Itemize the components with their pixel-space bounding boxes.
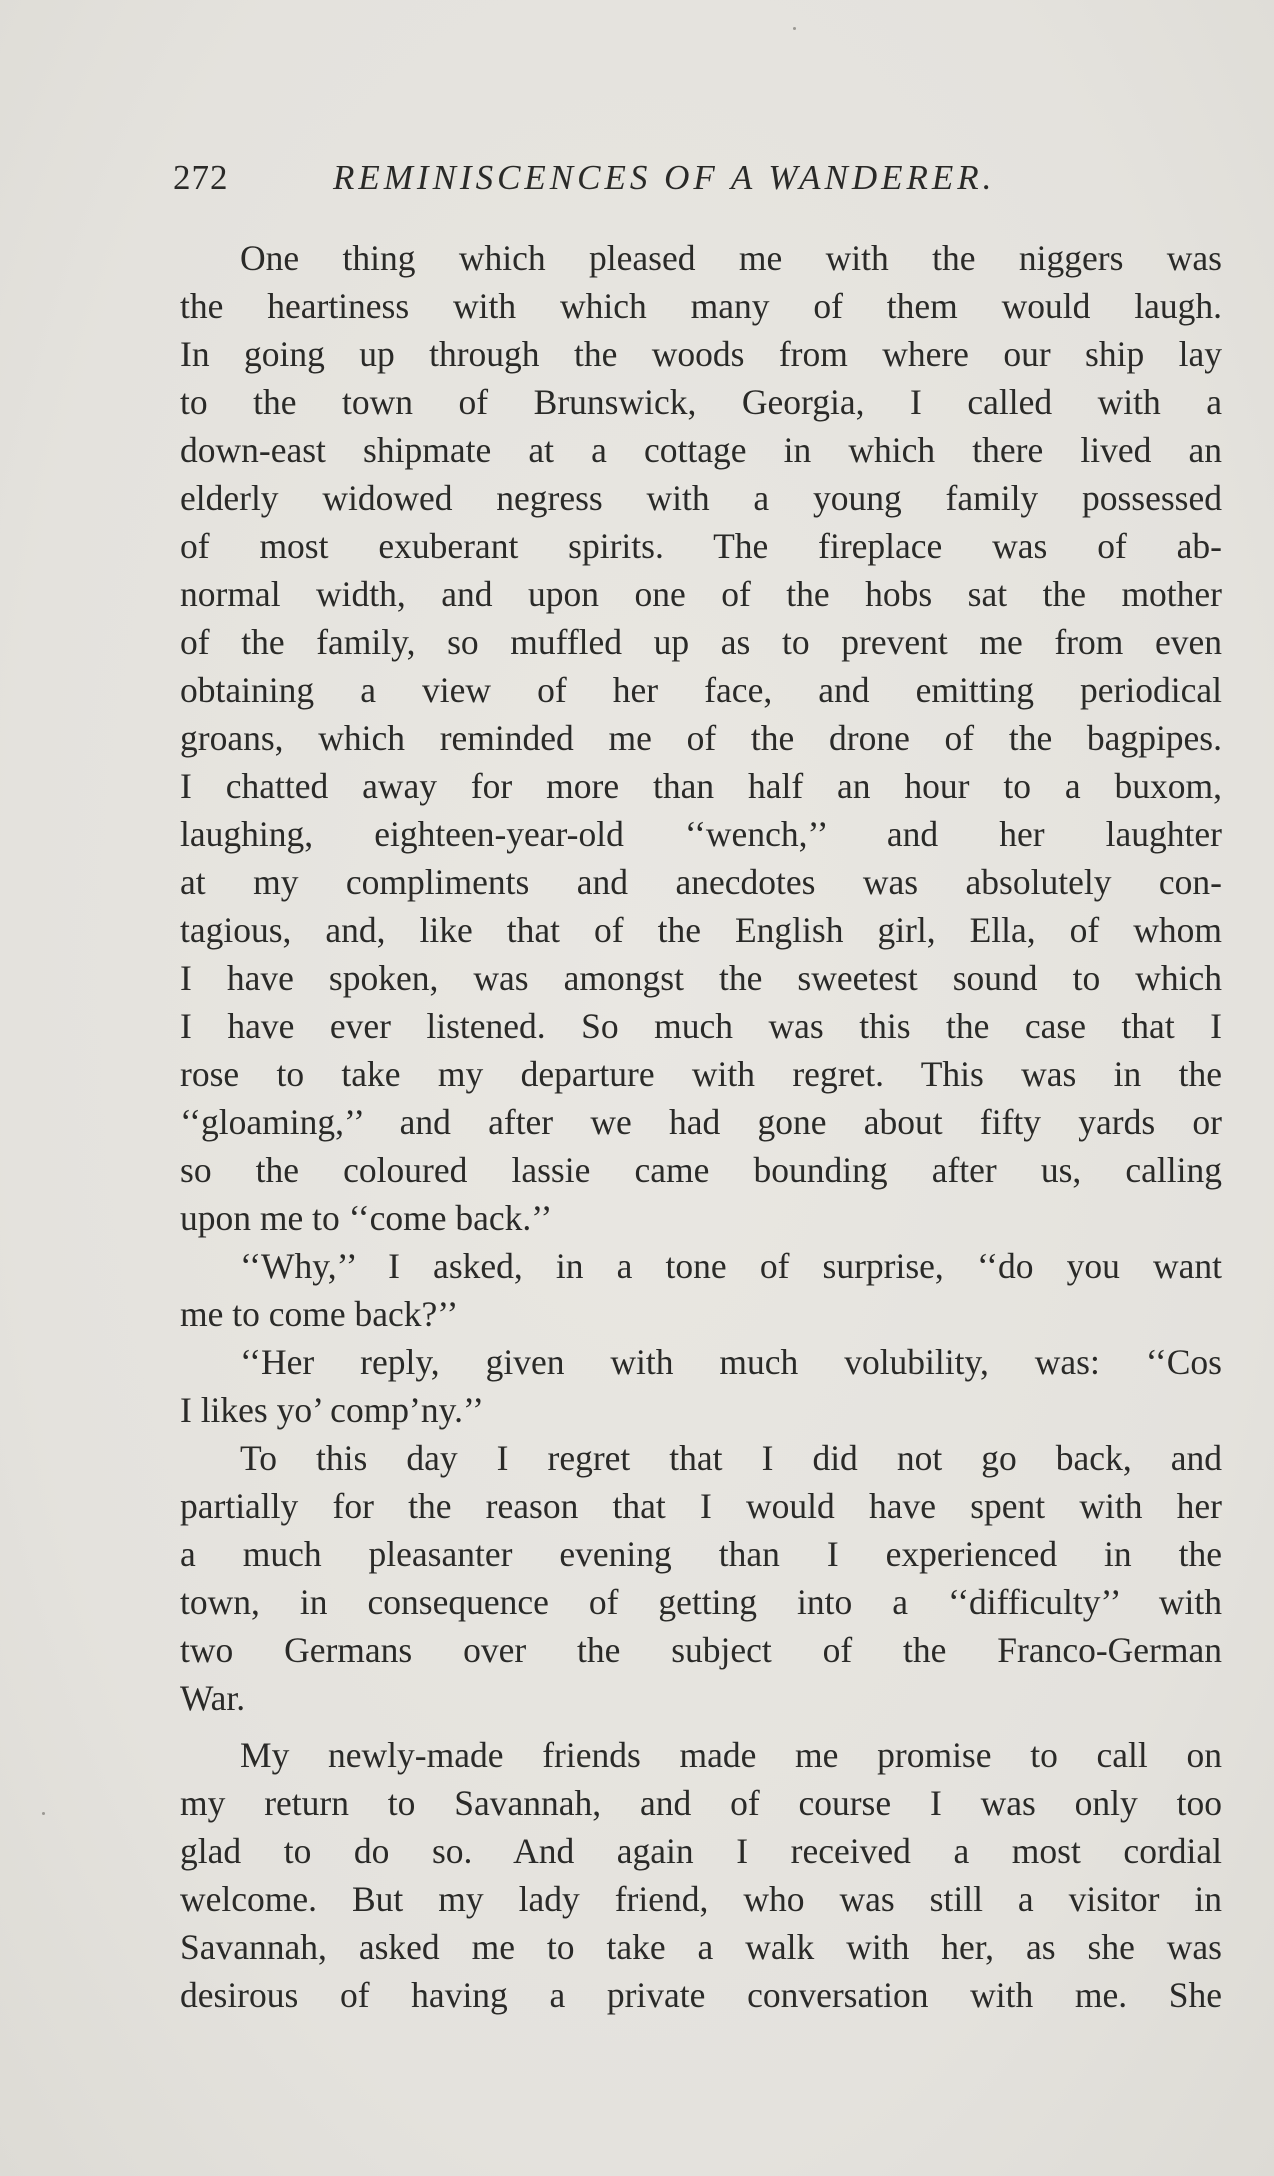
text-line: I have ever listened. So much was this the case that I	[180, 1006, 1222, 1046]
text-line: elderly widowed negress with a young family possessed	[180, 478, 1222, 518]
paragraph	[180, 1434, 1222, 1722]
text-line: two Germans over the subject of the Franco-German	[180, 1630, 1222, 1670]
paper-speck	[42, 1812, 45, 1815]
text-line: War.	[180, 1678, 246, 1718]
text-line: I have spoken, was amongst the sweetest sound to which	[180, 958, 1222, 998]
text-line: the heartiness with which many of them would laugh.	[180, 286, 1222, 326]
text-line: ‘‘gloaming,’’ and after we had gone about fifty yards or	[180, 1102, 1222, 1142]
paragraph-gap	[180, 1722, 1222, 1731]
text-line: To this day I regret that I did not go back, and	[240, 1438, 1222, 1478]
text-line: of most exuberant spirits. The fireplace was of ab-	[180, 526, 1222, 566]
text-line: me to come back?’’	[180, 1294, 459, 1334]
paper-speck	[793, 27, 796, 30]
text-line: groans, which reminded me of the drone of the bagpipes.	[180, 718, 1222, 758]
text-line: a much pleasanter evening than I experienced in the	[180, 1534, 1222, 1574]
text-line: so the coloured lassie came bounding after us, calling	[180, 1150, 1222, 1190]
text-line: I likes yo’ comp’ny.’’	[180, 1390, 484, 1430]
text-line: town, in consequence of getting into a ‘‘difficulty’’ with	[180, 1582, 1222, 1622]
text-line: One thing which pleased me with the niggers was	[240, 238, 1222, 278]
text-line: welcome. But my lady friend, who was still a visitor in	[180, 1879, 1222, 1919]
paragraph	[180, 1242, 1222, 1338]
body-text	[180, 234, 1222, 2019]
text-line: rose to take my departure with regret. This was in the	[180, 1054, 1222, 1094]
text-line: laughing, eighteen-year-old ‘‘wench,’’ and her laughter	[180, 814, 1222, 854]
text-line: glad to do so. And again I received a most cordial	[180, 1831, 1222, 1871]
text-line: ‘‘Her reply, given with much volubility, was: ‘‘Cos	[240, 1342, 1222, 1382]
text-line: obtaining a view of her face, and emitting periodical	[180, 670, 1222, 710]
page-number: 272	[173, 158, 229, 197]
text-line: desirous of having a private conversation with me. She	[180, 1975, 1222, 2015]
text-line: my return to Savannah, and of course I was only too	[180, 1783, 1222, 1823]
text-line: Savannah, asked me to take a walk with her, as she was	[180, 1927, 1222, 1967]
text-line: normal width, and upon one of the hobs sat the mother	[180, 574, 1222, 614]
text-line: In going up through the woods from where our ship lay	[180, 334, 1222, 374]
paragraph	[180, 1731, 1222, 2019]
running-title: REMINISCENCES OF A WANDERER.	[333, 158, 996, 197]
text-line: to the town of Brunswick, Georgia, I called with a	[180, 382, 1222, 422]
text-line: down-east shipmate at a cottage in which there lived an	[180, 430, 1222, 470]
paragraph	[180, 234, 1222, 1242]
page-header	[173, 153, 1223, 203]
text-line: upon me to ‘‘come back.’’	[180, 1198, 553, 1238]
paragraph	[180, 1338, 1222, 1434]
text-line: tagious, and, like that of the English girl, Ella, of whom	[180, 910, 1222, 950]
text-line: I chatted away for more than half an hour to a buxom,	[180, 766, 1222, 806]
text-line: at my compliments and anecdotes was absolutely con-	[180, 862, 1222, 902]
text-line: My newly-made friends made me promise to call on	[240, 1735, 1222, 1775]
text-line: ‘‘Why,’’ I asked, in a tone of surprise, ‘‘do you want	[240, 1246, 1222, 1286]
text-line: of the family, so muffled up as to prevent me from even	[180, 622, 1222, 662]
text-line: partially for the reason that I would have spent with her	[180, 1486, 1222, 1526]
